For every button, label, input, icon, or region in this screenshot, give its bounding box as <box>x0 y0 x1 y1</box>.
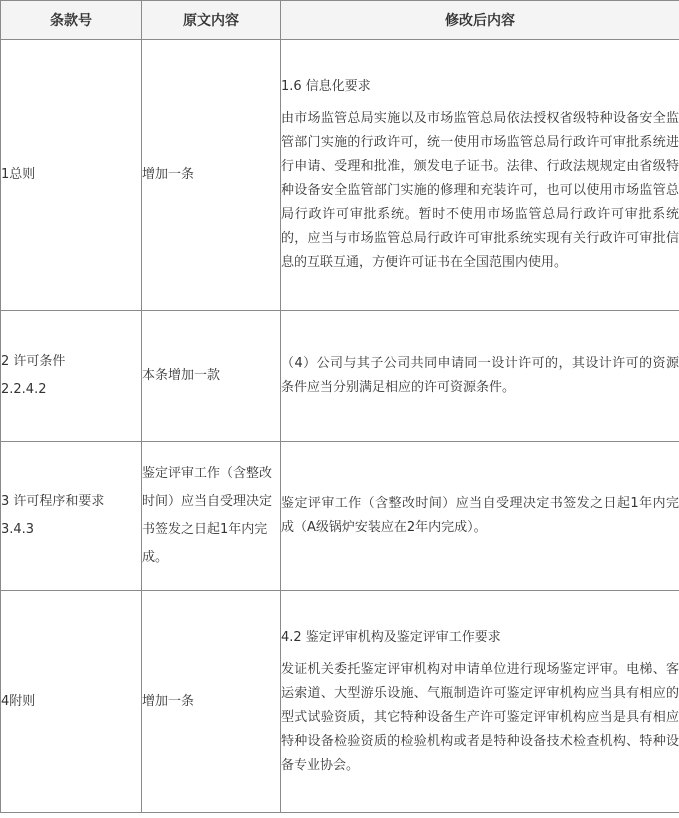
clause-label: 2 许可条件 <box>1 354 66 369</box>
revised-cell <box>281 591 679 813</box>
clause-number: 2.2.4.2 <box>1 382 47 397</box>
table-row <box>1 591 679 813</box>
original-cell: 本条增加一款 <box>142 311 281 442</box>
revised-text: 鉴定评审工作（含整改时间）应当自受理决定书签发之日起1年内完成（A级锅炉安装应在2年内完成）。 <box>281 496 679 535</box>
table-row <box>1 442 679 591</box>
original-cell: 增加一条 <box>142 40 281 311</box>
revised-cell <box>281 311 679 442</box>
revised-text: （4）公司与其子公司共同申请同一设计许可的，其设计许可的资源条件应当分别满足相应的许可资源条件。 <box>281 356 679 395</box>
original-cell: 鉴定评审工作（含整改时间）应当自受理决定书签发之日起1年内完成。 <box>142 442 281 591</box>
revised-text: 发证机关委托鉴定评审机构对申请单位进行现场鉴定评审。电梯、客运索道、大型游乐设施、气瓶制造许可鉴定评审机构应当具有相应的型式试验资质，其它特种设备生产许可鉴定评审机构应当是具有相应特种设备检验资质的检验机构或者是特种设备技术检查机构、特种设备专业协会。 <box>281 661 679 773</box>
clause-cell <box>1 442 142 591</box>
revised-heading: 4.2 鉴定评审机构及鉴定评审工作要求 <box>281 629 501 645</box>
header-original: 原文内容 <box>142 1 281 40</box>
table-row <box>1 311 679 442</box>
header-revised: 修改后内容 <box>281 1 679 40</box>
clause-label: 1总则 <box>1 167 36 182</box>
clause-cell <box>1 40 142 311</box>
clause-label: 4附则 <box>1 693 36 709</box>
clause-label: 3 许可程序和要求 <box>1 494 105 509</box>
clause-cell <box>1 591 142 813</box>
table-row <box>1 40 679 311</box>
clause-cell <box>1 311 142 442</box>
header-clause: 条款号 <box>1 1 142 40</box>
revised-cell <box>281 40 679 311</box>
header-row <box>1 1 679 40</box>
revised-heading: 1.6 信息化要求 <box>281 79 371 94</box>
clause-number: 3.4.3 <box>1 522 35 537</box>
revised-text: 由市场监管总局实施以及市场监管总局依法授权省级特种设备安全监管部门实施的行政许可，统一使用市场监管总局行政许可审批系统进行申请、受理和批准，颁发电子证书。法律、行政法规规定由省级特种设备安全监管部门实施的修理和充装许可，也可以使用市场监管总局行政许可审批系统。暂时不使用市场监管总局行政许可审批系统的，应当与市场监管总局行政许可审批系统实现有关行政许可审批信息的互联互通，方便许可证书在全国范围内使用。 <box>281 111 679 270</box>
original-cell: 增加一条 <box>142 591 281 813</box>
revised-cell <box>281 442 679 591</box>
